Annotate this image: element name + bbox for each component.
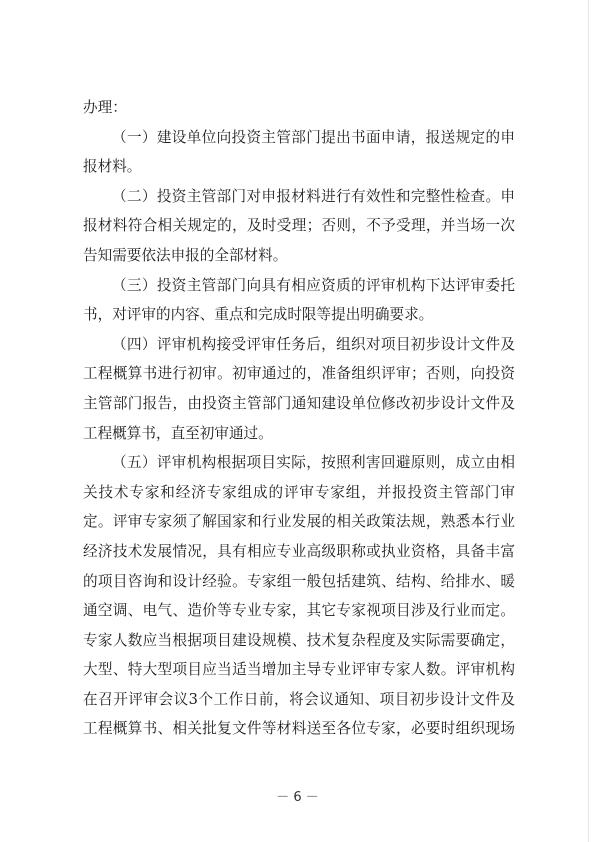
paragraph-intro: 办理：: [83, 99, 127, 116]
document-body: [83, 93, 515, 744]
paragraph-item-4: （四）评审机构接受评审任务后，组织对项目初步设计文件及工程概算书进行初审。初审通过的，准备组织评审；否则，向投资主管部门报告，由投资主管部门通知建设单位修改初步设计文件及工程概算书，直至初审通过。: [83, 335, 515, 442]
page-number: － 6 －: [276, 790, 319, 805]
paragraph-item-2: （二）投资主管部门对申报材料进行有效性和完整性检查。申报材料符合相关规定的，及时受理；否则，不予受理，并当场一次告知需要依法申报的全部材料。: [83, 187, 515, 264]
page-edge-line: [588, 0, 589, 842]
paragraph-item-1: （一）建设单位向投资主管部门提出书面申请，报送规定的申报材料。: [83, 128, 515, 176]
paragraph-item-5: （五）评审机构根据项目实际，按照利害回避原则，成立由相关技术专家和经济专家组成的评审专家组，并报投资主管部门审定。评审专家须了解国家和行业发展的相关政策法规，熟悉本行业经济技术发展情况，具有相应专业高级职称或执业资格，具备丰富的项目咨询和设计经验。专家组一般包括建筑、结构、给排水、暖通空调、电气、造价等专业专家，其它专家视项目涉及行业而定。专家人数应当根据项目建设规模、技术复杂程度及实际需要确定，大型、特大型项目应当适当增加主导专业评审专家人数。评审机构在召开评审会议3个工作日前，将会议通知、项目初步设计文件及工程概算书、相关批复文件等材料送至各位专家，必要时组织现场: [83, 454, 515, 738]
paragraph-item-3: （三）投资主管部门向具有相应资质的评审机构下达评审委托书，对评审的内容、重点和完成时限等提出明确要求。: [83, 276, 515, 324]
